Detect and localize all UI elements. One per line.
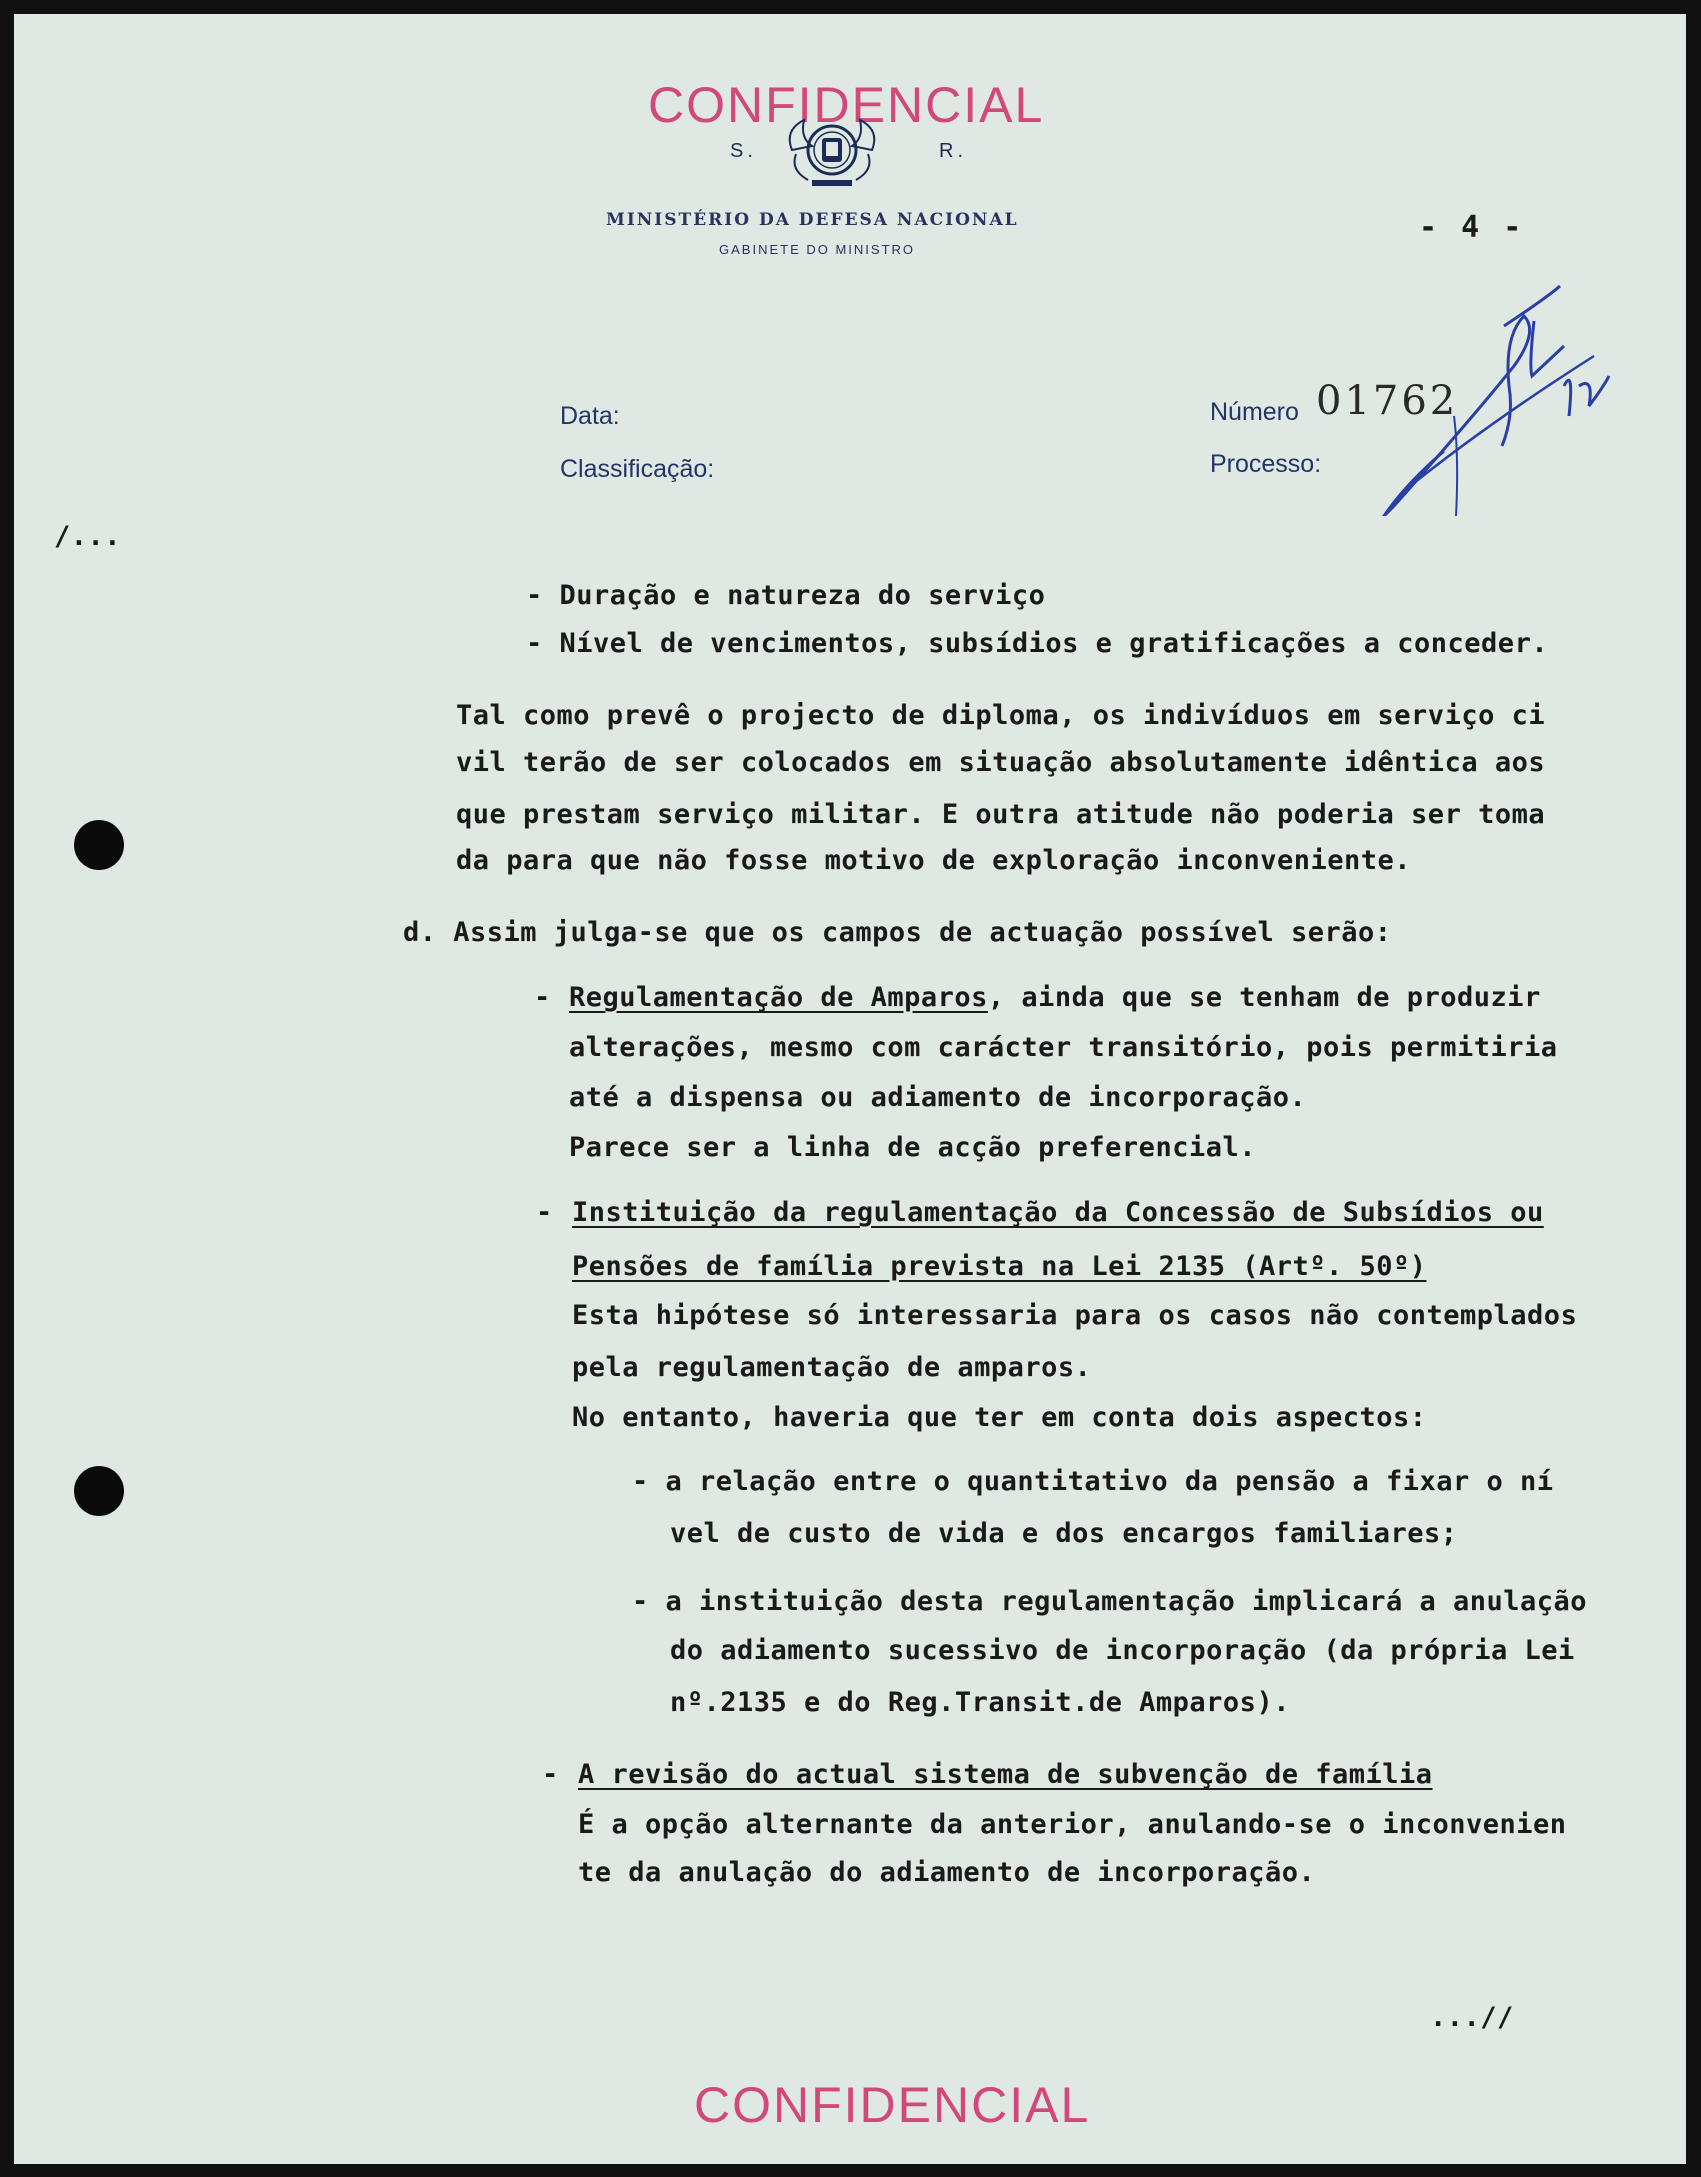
item3-line: É a opção alternante da anterior, anulando-se o inconvenien bbox=[578, 1809, 1567, 1840]
bullet-line: - Nível de vencimentos, subsídios e gratificações a conceder. bbox=[526, 628, 1549, 659]
confidential-stamp-bottom: CONFIDENCIAL bbox=[694, 2077, 1091, 2133]
item-dash: - bbox=[534, 982, 551, 1013]
section-d-heading: d. Assim julga-se que os campos de actuação possível serão: bbox=[403, 917, 1392, 948]
bullet-line: - Duração e natureza do serviço bbox=[526, 580, 1046, 611]
item2-line: Esta hipótese só interessaria para os casos não contemplados bbox=[572, 1300, 1578, 1331]
item-dash: - bbox=[536, 1197, 553, 1228]
item1-line: Parece ser a linha de acção preferencial. bbox=[569, 1132, 1256, 1163]
item1-title-rest: , ainda que se tenham de produzir bbox=[987, 982, 1541, 1013]
continued-from-marker: /... bbox=[54, 521, 122, 552]
item1-title: Regulamentação de Amparos bbox=[569, 982, 988, 1013]
paragraph-line: que prestam serviço militar. E outra atitude não poderia ser toma bbox=[456, 799, 1546, 830]
item1-line: alterações, mesmo com carácter transitório, pois permitiria bbox=[569, 1032, 1558, 1063]
paragraph-line: vil terão de ser colocados em situação absolutamente idêntica aos bbox=[456, 747, 1546, 778]
confidential-stamp-top: CONFIDENCIAL bbox=[648, 77, 1045, 133]
item2-line: No entanto, haveria que ter em conta dois aspectos: bbox=[572, 1402, 1427, 1433]
sub-bullet-line: - a instituição desta regulamentação implicará a anulação bbox=[632, 1586, 1588, 1617]
item2-title: Instituição da regulamentação da Concessão de Subsídios ou bbox=[572, 1197, 1544, 1228]
sub-bullet-line: - a relação entre o quantitativo da pensão a fixar o ní bbox=[632, 1466, 1554, 1497]
punch-hole-bottom bbox=[74, 1466, 124, 1516]
item1-line bbox=[569, 982, 1541, 1013]
item2-line: pela regulamentação de amparos. bbox=[572, 1352, 1092, 1383]
sub-bullet-line: do adiamento sucessivo de incorporação (da própria Lei bbox=[670, 1635, 1575, 1666]
data-label: Data: bbox=[560, 402, 620, 430]
numero-value: 01762 bbox=[1316, 378, 1459, 424]
numero-label: Número bbox=[1210, 398, 1299, 426]
item-dash: - bbox=[542, 1759, 559, 1790]
punch-hole-top bbox=[74, 820, 124, 870]
document-page bbox=[14, 14, 1686, 2164]
paragraph-line: da para que não fosse motivo de exploração inconveniente. bbox=[456, 845, 1412, 876]
item1-line: até a dispensa ou adiamento de incorporação. bbox=[569, 1082, 1307, 1113]
cabinet-name: GABINETE DO MINISTRO bbox=[719, 242, 916, 257]
classificacao-label: Classificação: bbox=[560, 455, 715, 483]
r-letter: R. bbox=[939, 140, 967, 162]
portuguese-coat-of-arms-icon bbox=[782, 110, 882, 190]
s-letter: S. bbox=[730, 140, 757, 162]
paragraph-line: Tal como prevê o projecto de diploma, os indivíduos em serviço ci bbox=[456, 700, 1546, 731]
item2-title: Pensões de família prevista na Lei 2135 (Artº. 50º) bbox=[572, 1251, 1427, 1282]
item3-title: A revisão do actual sistema de subvenção de família bbox=[578, 1759, 1433, 1790]
sub-bullet-line: nº.2135 e do Reg.Transit.de Amparos). bbox=[670, 1687, 1290, 1718]
handwritten-signature bbox=[1364, 276, 1624, 516]
sub-bullet-line: vel de custo de vida e dos encargos familiares; bbox=[670, 1518, 1458, 1549]
continues-marker: ...// bbox=[1430, 2002, 1514, 2033]
processo-label: Processo: bbox=[1210, 450, 1322, 478]
page-number: - 4 - bbox=[1419, 210, 1525, 245]
item3-line: te da anulação do adiamento de incorporação. bbox=[578, 1857, 1316, 1888]
ministry-name: MINISTÉRIO DA DEFESA NACIONAL bbox=[606, 210, 1019, 230]
